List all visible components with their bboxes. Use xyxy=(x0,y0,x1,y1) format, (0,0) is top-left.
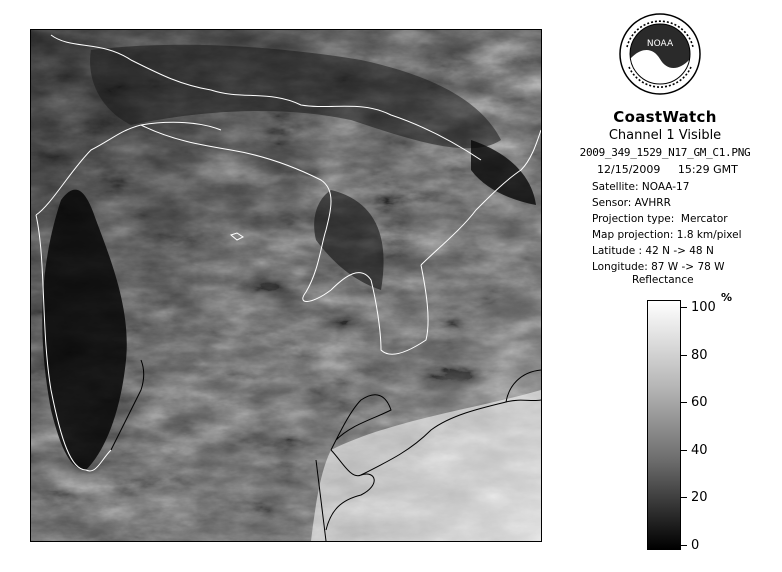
map-projection-label: Map projection: 1.8 km/pixel xyxy=(592,229,742,241)
legend-title: Reflectance xyxy=(632,274,694,286)
colorbar-tick xyxy=(681,450,687,451)
colorbar-tick xyxy=(681,402,687,403)
colorbar-tick xyxy=(681,497,687,498)
satellite-label: Satellite: NOAA-17 xyxy=(592,181,690,193)
projection-type-label: Projection type: Mercator xyxy=(592,213,728,225)
channel-subtitle: Channel 1 Visible xyxy=(608,128,722,143)
colorbar-tick-label: 100 xyxy=(691,300,716,315)
colorbar-tick xyxy=(681,355,687,356)
legend-unit: % xyxy=(721,291,733,304)
sensor-label: Sensor: AVHRR xyxy=(592,197,671,209)
colorbar-tick xyxy=(681,545,687,546)
brand-title: CoastWatch xyxy=(613,108,717,126)
colorbar-tick-label: 20 xyxy=(691,490,708,505)
satellite-image xyxy=(30,29,542,542)
colorbar-tick-label: 0 xyxy=(691,538,700,553)
longitude-label: Longitude: 87 W -> 78 W xyxy=(592,261,725,273)
logo-text: NOAA xyxy=(646,39,674,49)
file-name: 2009_349_1529_N17_GM_C1.PNG xyxy=(579,146,751,159)
date-time: 12/15/2009 15:29 GMT xyxy=(597,163,738,176)
colorbar-tick-label: 80 xyxy=(691,348,708,363)
satellite-map-svg xyxy=(31,30,541,541)
noaa-logo xyxy=(619,13,701,95)
reflectance-colorbar xyxy=(647,300,681,550)
latitude-label: Latitude : 42 N -> 48 N xyxy=(592,245,714,257)
colorbar-tick xyxy=(681,307,687,308)
colorbar-tick-label: 60 xyxy=(691,395,708,410)
colorbar-tick-label: 40 xyxy=(691,443,708,458)
